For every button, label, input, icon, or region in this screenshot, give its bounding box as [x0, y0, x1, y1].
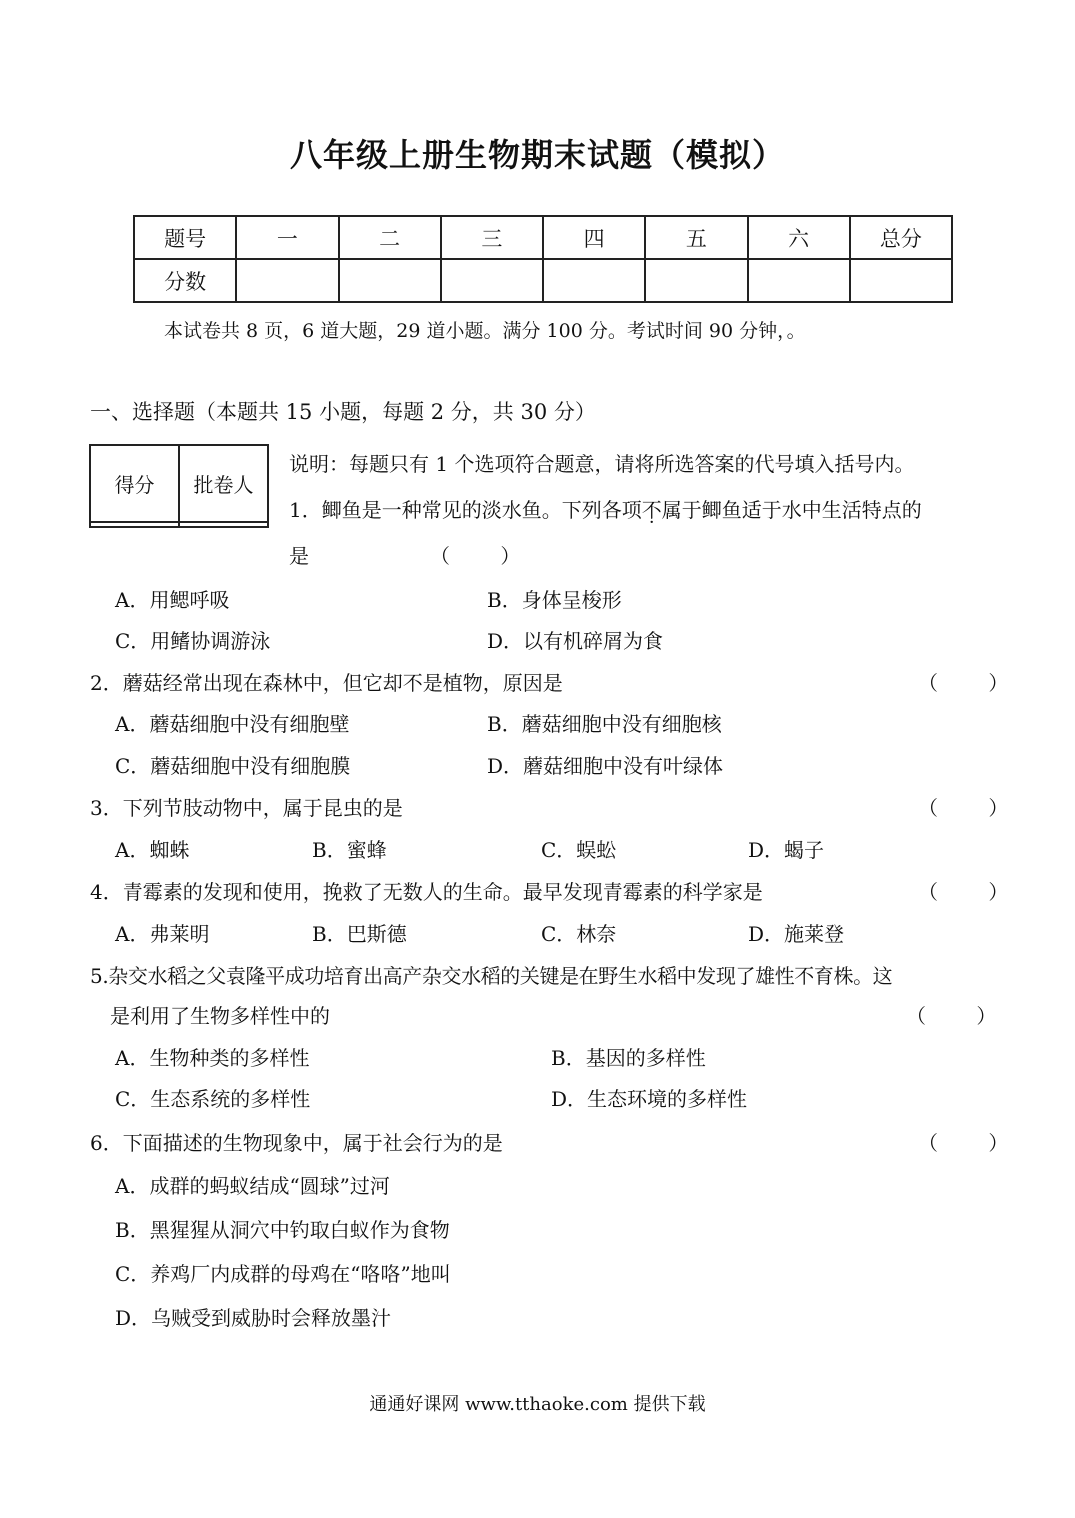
grader-header-row [90, 445, 268, 522]
score-header-cell: 三 [441, 216, 543, 259]
question-2-option-c: C．蘑菇细胞中没有细胞膜 [115, 754, 351, 778]
score-blank-cell [850, 259, 952, 302]
question-1-option-c: C．用鳍协调游泳 [115, 629, 271, 653]
question-6-stem: 6．下面描述的生物现象中，属于社会行为的是 [90, 1131, 503, 1155]
question-5-option-b: B．基因的多样性 [551, 1046, 706, 1070]
question-1-stem-cont: 是 [289, 544, 309, 568]
score-row-label: 分数 [134, 259, 236, 302]
question-4-option-b: B．巴斯德 [312, 922, 407, 946]
page-footer: 通通好课网 www.tthaoke.com 提供下载 [369, 1394, 706, 1415]
score-header-cell: 总分 [850, 216, 952, 259]
score-header-cell: 一 [236, 216, 338, 259]
score-table-header-row [134, 216, 952, 259]
score-header-cell: 二 [339, 216, 441, 259]
question-2-option-a: A．蘑菇细胞中没有细胞壁 [115, 712, 350, 736]
question-2-option-b: B．蘑菇细胞中没有细胞核 [487, 712, 722, 736]
question-5-option-d: D．生态环境的多样性 [551, 1087, 748, 1111]
score-blank-cell [441, 259, 543, 302]
question-4-answer-paren: （ ） [918, 880, 1031, 904]
question-5-option-c: C．生态系统的多样性 [115, 1087, 311, 1111]
question-1-emphasis: 不 [641, 498, 662, 522]
question-6-option-a: A．成群的蚂蚁结成“圆球”过河 [115, 1174, 390, 1198]
score-header-cell: 四 [543, 216, 645, 259]
question-4-option-a: A．弗莱明 [115, 922, 210, 946]
question-1-stem-pre: 1．鲫鱼是一种常见的淡水鱼。下列各项 [289, 498, 642, 522]
question-4-option-c: C．林奈 [541, 922, 617, 946]
question-5-stem: 5.杂交水稻之父袁隆平成功培育出高产杂交水稻的关键是在野生水稻中发现了雄性不育株。这 [90, 964, 893, 988]
question-1-stem [289, 494, 922, 523]
question-1-stem-post: 属于鲫鱼适于水中生活特点的 [661, 498, 922, 522]
question-6-answer-paren: （ ） [918, 1131, 1031, 1155]
exam-note: 本试卷共 8 页，6 道大题，29 道小题。满分 100 分。考试时间 90 分钟，。 [164, 320, 806, 342]
question-3-option-b: B．蜜蜂 [312, 838, 387, 862]
question-3-option-a: A．蜘蛛 [115, 838, 190, 862]
score-table-value-row [134, 259, 952, 302]
grader-table [89, 444, 269, 528]
grader-score-label: 得分 [90, 445, 179, 522]
question-2-stem: 2．蘑菇经常出现在森林中，但它却不是植物，原因是 [90, 671, 563, 695]
section-instructions: 说明：每题只有 1 个选项符合题意，请将所选答案的代号填入括号内。 [289, 452, 915, 476]
question-3-option-d: D．蝎子 [748, 838, 825, 862]
section-title: 一、选择题（本题共 15 小题，每题 2 分，共 30 分） [90, 400, 596, 424]
score-header-cell: 六 [748, 216, 850, 259]
question-3-answer-paren: （ ） [918, 796, 1031, 820]
question-6-option-d: D．乌贼受到威胁时会释放墨汁 [115, 1306, 392, 1330]
score-table [133, 215, 953, 303]
question-1-answer-paren: （ ） [430, 544, 543, 568]
question-5-answer-paren: （ ） [906, 1004, 1019, 1028]
question-1-option-b: B．身体呈梭形 [487, 588, 622, 612]
score-header-cell: 题号 [134, 216, 236, 259]
question-2-option-d: D．蘑菇细胞中没有叶绿体 [487, 754, 724, 778]
grader-blank-cell [90, 522, 179, 527]
question-1-option-a: A．用鳃呼吸 [115, 588, 230, 612]
grader-blank-cell [179, 522, 268, 527]
question-2-answer-paren: （ ） [918, 671, 1031, 695]
grader-blank-row [90, 522, 268, 527]
question-5-stem-cont: 是利用了生物多样性中的 [110, 1004, 330, 1028]
page-title: 八年级上册生物期末试题（模拟） [289, 136, 785, 174]
question-6-option-c: C．养鸡厂内成群的母鸡在“咯咯”地叫 [115, 1262, 451, 1286]
score-blank-cell [543, 259, 645, 302]
score-blank-cell [748, 259, 850, 302]
question-5-option-a: A．生物种类的多样性 [115, 1046, 310, 1070]
grader-name-label: 批卷人 [179, 445, 268, 522]
score-blank-cell [339, 259, 441, 302]
question-3-option-c: C．蜈蚣 [541, 838, 617, 862]
score-blank-cell [645, 259, 747, 302]
question-4-option-d: D．施莱登 [748, 922, 845, 946]
question-4-stem: 4．青霉素的发现和使用，挽救了无数人的生命。最早发现青霉素的科学家是 [90, 880, 763, 904]
question-3-stem: 3．下列节肢动物中，属于昆虫的是 [90, 796, 403, 820]
score-blank-cell [236, 259, 338, 302]
question-6-option-b: B．黑猩猩从洞穴中钓取白蚁作为食物 [115, 1218, 450, 1242]
question-1-option-d: D．以有机碎屑为食 [487, 629, 664, 653]
score-header-cell: 五 [645, 216, 747, 259]
